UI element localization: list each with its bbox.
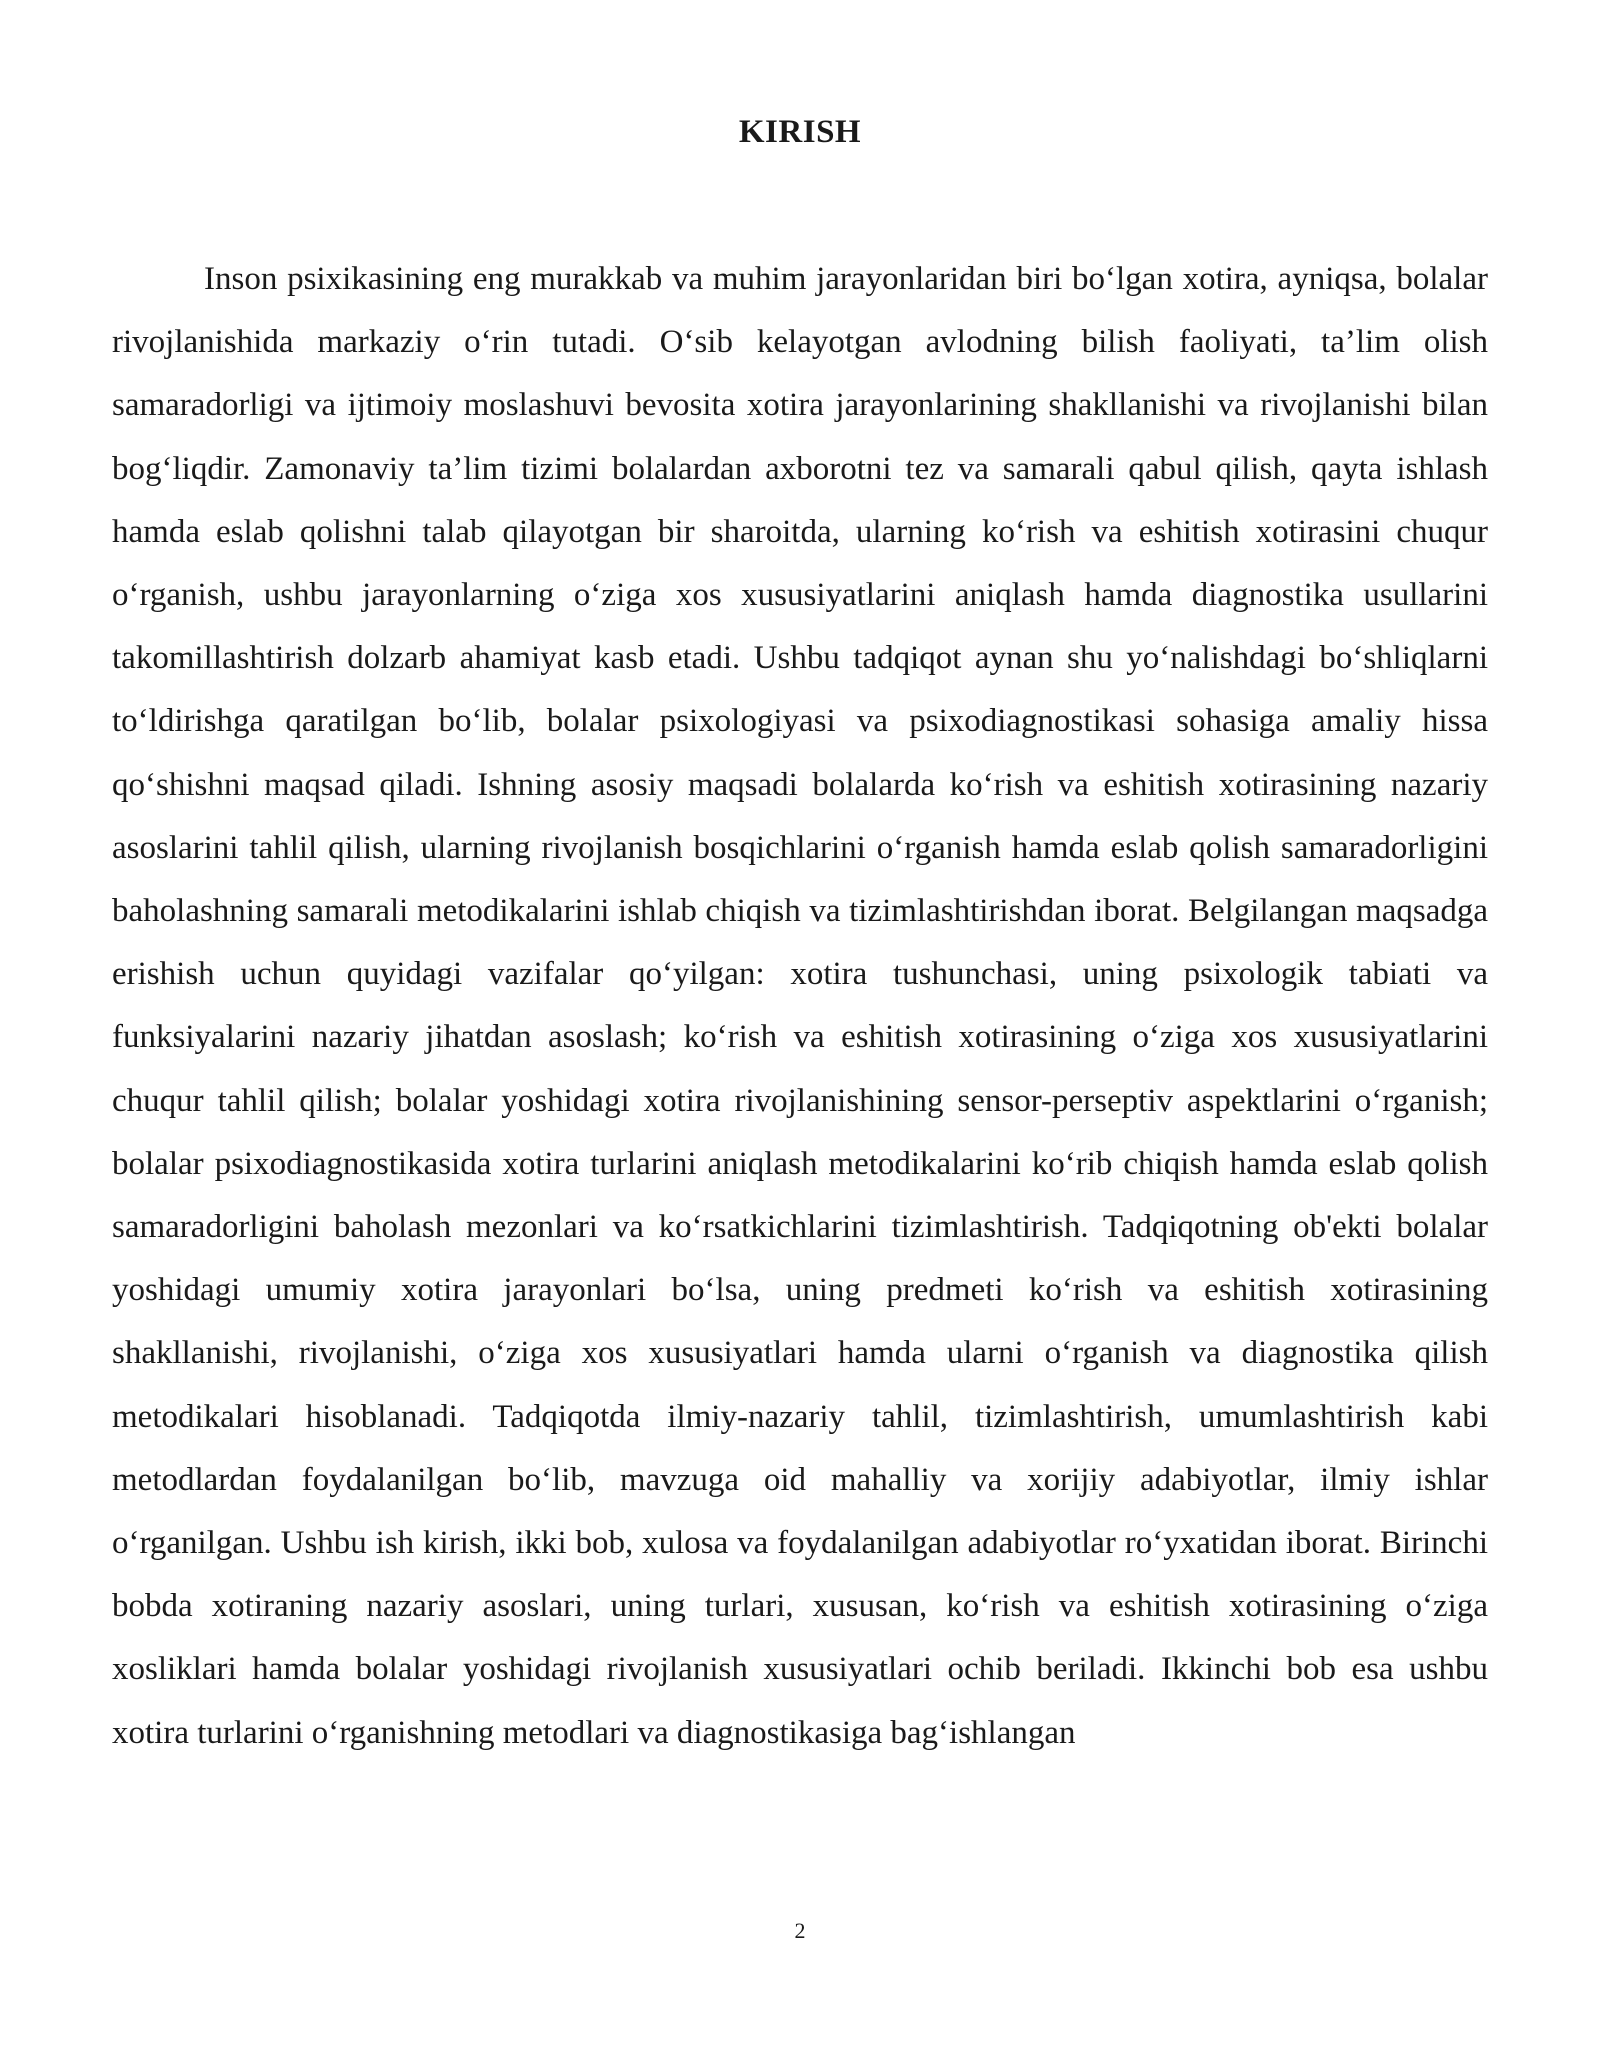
page-title: KIRISH bbox=[738, 114, 862, 150]
page-number: 2 bbox=[794, 1918, 806, 1943]
body-paragraph: Inson psixikasining eng murakkab va muhim jarayonlaridan biri bo‘lgan xotira, ayniqsa, bolalar rivojlanishida markaziy o‘rin tutadi. O‘sib kelayotgan avlodning bilish faoliyati, ta’lim olish samaradorligi va ijtimoiy moslashuvi bevosita xotira jarayonlarining shakllanishi va rivojlanishi bilan bog‘liqdir. Zamonaviy ta’lim tizimi bolalardan axborotni tez va samarali qabul qilish, qayta ishlash hamda eslab qolishni talab qilayotgan bir sharoitda, ularning ko‘rish va eshitish xotirasini chuqur o‘rganish, ushbu jarayonlarning o‘ziga xos xususiyatlarini aniqlash hamda diagnostika usullarini takomillashtirish dolzarb ahamiyat kasb etadi. Ushbu tadqiqot aynan shu yo‘nalishdagi bo‘shliqlarni to‘ldirishga qaratilgan bo‘lib, bolalar psixologiyasi va psixodiagnostikasi sohasiga amaliy hissa qo‘shishni maqsad qiladi. Ishning asosiy maqsadi bolalarda ko‘rish va eshitish xotirasining nazariy asoslarini tahlil qilish, ularning rivojlanish bosqichlarini o‘rganish hamda eslab qolish samaradorligini baholashning samarali metodikalarini ishlab chiqish va tizimlashtirishdan iborat. Belgilangan maqsadga erishish uchun quyidagi vazifalar qo‘yilgan: xotira tushunchasi, uning psixologik tabiati va funksiyalarini nazariy jihatdan asoslash; ko‘rish va eshitish xotirasining o‘ziga xos xususiyatlarini chuqur tahlil qilish; bolalar yoshidagi xotira rivojlanishining sensor-perseptiv aspektlarini o‘rganish; bolalar psixodiagnostikasida xotira turlarini aniqlash metodikalarini ko‘rib chiqish hamda eslab qolish samaradorligini baholash mezonlari va ko‘rsatkichlarini tizimlashtirish. Tadqiqotning ob'ekti bolalar yoshidagi umumiy xotira jarayonlari bo‘lsa, uning predmeti ko‘rish va eshitish xotirasining shakllanishi, rivojlanishi, o‘ziga xos xususiyatlari hamda ularni o‘rganish va diagnostika qilish metodikalari hisoblanadi. Tadqiqotda ilmiy-nazariy tahlil, tizimlashtirish, umumlashtirish kabi metodlardan foydalanilgan bo‘lib, mavzuga oid mahalliy va xorijiy adabiyotlar, ilmiy ishlar o‘rganilgan. Ushbu ish kirish, ikki bob, xulosa va foydalanilgan adabiyotlar ro‘yxatidan iborat. Birinchi bobda xotiraning nazariy asoslari, uning turlari, xususan, ko‘rish va eshitish xotirasining o‘ziga xosliklari hamda bolalar yoshidagi rivojlanish xususiyatlari ochib beriladi. Ikkinchi bob esa ushbu xotira turlarini o‘rganishning metodlari va diagnostikasiga bag‘ishlangan bbox=[112, 261, 1488, 1751]
